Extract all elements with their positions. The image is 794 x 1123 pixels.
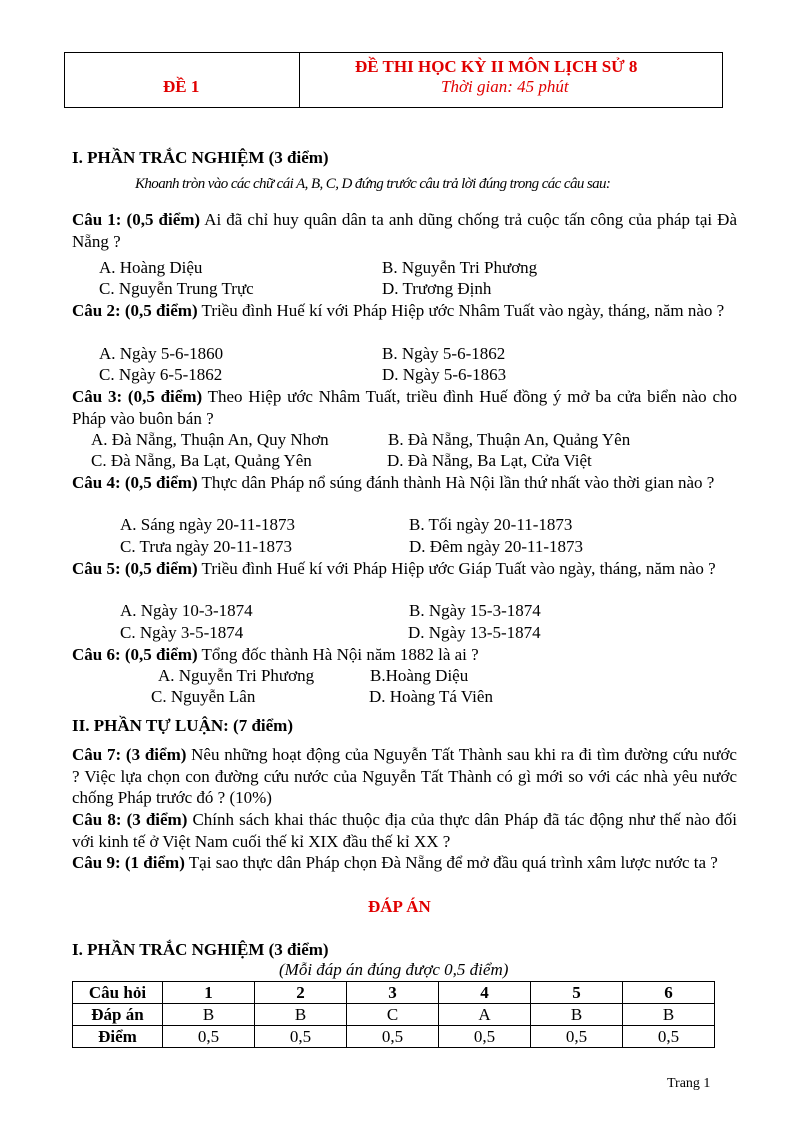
question-number: 6 (623, 982, 715, 1004)
exam-code-cell (65, 53, 300, 107)
page-number: Trang 1 (667, 1076, 711, 1091)
option-3c: C. Đà Nẵng, Ba Lạt, Quảng Yên (91, 451, 312, 470)
option-6a: A. Nguyễn Tri Phương (158, 666, 315, 685)
option-2d: D. Ngày 5-6-1863 (382, 365, 507, 384)
question-number: 3 (347, 982, 439, 1004)
question-label: Câu 7: (3 điểm) (72, 745, 187, 764)
question-7 (72, 744, 737, 809)
question-4 (72, 472, 737, 494)
answer-key: B (623, 1004, 715, 1026)
answer-points: 0,5 (531, 1026, 623, 1048)
option-5b: B. Ngày 15-3-1874 (409, 601, 541, 620)
question-label: Câu 4: (0,5 điểm) (72, 473, 198, 492)
part2-heading: II. PHẦN TỰ LUẬN: (7 điểm) (72, 716, 293, 735)
question-label: Câu 1: (0,5 điểm) (72, 210, 201, 229)
question-label: Câu 3: (0,5 điểm) (72, 387, 203, 406)
option-2a: A. Ngày 5-6-1860 (99, 344, 224, 363)
option-1d: D. Trương Định (382, 279, 492, 298)
option-1a: A. Hoàng Diệu (99, 258, 203, 277)
question-2 (72, 300, 737, 322)
question-text: Triều đình Huế kí với Pháp Hiệp ước Nhâm Tuất vào ngày, tháng, năm nào ? (197, 301, 725, 320)
option-6b: B.Hoàng Diệu (370, 666, 469, 685)
option-4b: B. Tối ngày 20-11-1873 (409, 515, 573, 534)
option-5a: A. Ngày 10-3-1874 (120, 601, 253, 620)
answers-heading: I. PHẦN TRẮC NGHIỆM (3 điểm) (72, 940, 329, 959)
answer-points: 0,5 (439, 1026, 531, 1048)
exam-title: ĐỀ THI HỌC KỲ II MÔN LỊCH SỬ 8 (355, 57, 638, 76)
answer-key: B (163, 1004, 255, 1026)
question-text: Nêu những hoạt động của Nguyễn Tất Thành sau khi ra đi tìm đường cứu nước ? Việc lựa chọn con đường cứu nước của Nguyễn Tất Thành có gì mới so với các nhà yêu nước chống Pháp trước đó ? (10%) (72, 745, 737, 807)
option-4a: A. Sáng ngày 20-11-1873 (120, 515, 296, 534)
question-number: 5 (531, 982, 623, 1004)
answers-title: ĐÁP ÁN (368, 897, 431, 916)
exam-code: ĐỀ 1 (163, 77, 200, 96)
question-9 (72, 852, 737, 874)
part1-instruction: Khoanh tròn vào các chữ cái A, B, C, D đứng trước câu trả lời đúng trong các câu sau: (135, 176, 611, 192)
question-text: Tổng đốc thành Hà Nội năm 1882 là ai ? (197, 645, 479, 664)
answer-key: C (347, 1004, 439, 1026)
question-number: 1 (163, 982, 255, 1004)
question-8 (72, 809, 737, 852)
answers-note: (Mỗi đáp án đúng được 0,5 điểm) (279, 960, 509, 979)
option-4c: C. Trưa ngày 20-11-1873 (120, 537, 292, 556)
row-label: Câu hỏi (73, 982, 163, 1004)
question-label: Câu 9: (1 điểm) (72, 853, 185, 872)
question-label: Câu 2: (0,5 điểm) (72, 301, 198, 320)
answer-key: A (439, 1004, 531, 1026)
question-text: Theo Hiệp ước Nhâm Tuất, triều đình Huế đồng ý mở ba cửa biển nào cho Pháp vào buôn bán ? (72, 387, 737, 428)
option-2b: B. Ngày 5-6-1862 (382, 344, 506, 363)
row-label: Điểm (73, 1026, 163, 1048)
option-2c: C. Ngày 6-5-1862 (99, 365, 223, 384)
table-row (73, 982, 715, 1004)
question-label: Câu 6: (0,5 điểm) (72, 645, 198, 664)
option-5c: C. Ngày 3-5-1874 (120, 623, 244, 642)
question-number: 4 (439, 982, 531, 1004)
question-3 (72, 386, 737, 429)
question-text: Ai đã chỉ huy quân dân ta anh dũng chống trả cuộc tấn công của pháp tại Đà Nẵng ? (72, 210, 737, 251)
answer-points: 0,5 (623, 1026, 715, 1048)
answer-key: B (255, 1004, 347, 1026)
answer-points: 0,5 (255, 1026, 347, 1048)
question-5 (72, 558, 737, 580)
option-1b: B. Nguyễn Tri Phương (382, 258, 538, 277)
answer-points: 0,5 (163, 1026, 255, 1048)
row-label: Đáp án (73, 1004, 163, 1026)
question-text: Chính sách khai thác thuộc địa của thực dân Pháp đã tác động như thế nào đối với kinh tế ở Việt Nam cuối thế kỉ XIX đầu thế kỉ XX ? (72, 810, 737, 851)
question-text: Triều đình Huế kí với Pháp Hiệp ước Giáp Tuất vào ngày, tháng, năm nào ? (197, 559, 716, 578)
table-row (73, 1026, 715, 1048)
option-3a: A. Đà Nẵng, Thuận An, Quy Nhơn (91, 430, 329, 449)
option-6c: C. Nguyễn Lân (151, 687, 256, 706)
answer-points: 0,5 (347, 1026, 439, 1048)
answer-key: B (531, 1004, 623, 1026)
option-4d: D. Đêm ngày 20-11-1873 (409, 537, 584, 556)
question-1 (72, 209, 737, 252)
exam-time: Thời gian: 45 phút (441, 77, 569, 96)
exam-header-box (64, 52, 723, 108)
answer-table (72, 981, 715, 1048)
question-label: Câu 8: (3 điểm) (72, 810, 188, 829)
option-3d: D. Đà Nẵng, Ba Lạt, Cửa Việt (387, 451, 592, 470)
question-number: 2 (255, 982, 347, 1004)
part1-heading: I. PHẦN TRẮC NGHIỆM (3 điểm) (72, 148, 329, 167)
question-text: Thực dân Pháp nổ súng đánh thành Hà Nội lần thứ nhất vào thời gian nào ? (197, 473, 715, 492)
question-text: Tại sao thực dân Pháp chọn Đà Nẵng để mở đầu quá trình xâm lược nước ta ? (184, 853, 718, 872)
option-6d: D. Hoàng Tá Viên (369, 687, 493, 706)
option-3b: B. Đà Nẵng, Thuận An, Quảng Yên (388, 430, 631, 449)
question-6 (72, 644, 737, 666)
option-5d: D. Ngày 13-5-1874 (408, 623, 541, 642)
option-1c: C. Nguyễn Trung Trực (99, 279, 254, 298)
question-label: Câu 5: (0,5 điểm) (72, 559, 198, 578)
table-row (73, 1004, 715, 1026)
